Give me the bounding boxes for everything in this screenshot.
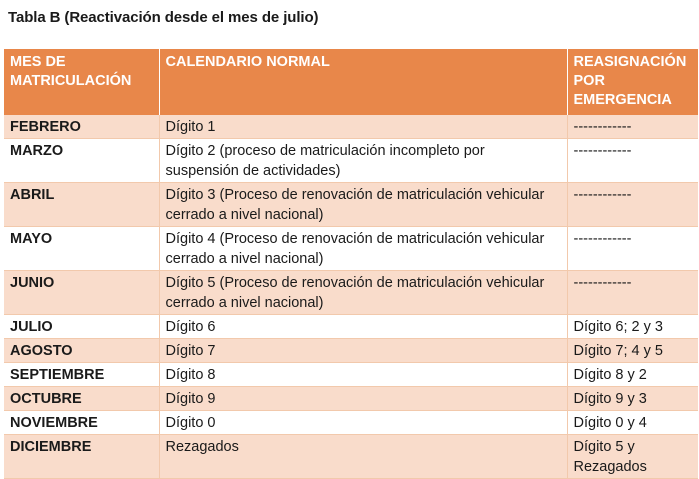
normal-calendar-cell: Dígito 2 (proceso de matriculación incompleto por suspensión de actividades) xyxy=(159,139,567,183)
normal-calendar-cell: Dígito 5 (Proceso de renovación de matriculación vehicular cerrado a nivel nacional) xyxy=(159,271,567,315)
month-cell: NOVIEMBRE xyxy=(4,411,159,435)
table-row xyxy=(4,363,698,387)
emergency-cell: ------------ xyxy=(567,115,698,139)
month-cell: JUNIO xyxy=(4,271,159,315)
normal-calendar-cell: Dígito 1 xyxy=(159,115,567,139)
emergency-cell: Dígito 5 y Rezagados xyxy=(567,435,698,479)
header-row xyxy=(4,49,698,115)
emergency-cell: Dígito 7; 4 y 5 xyxy=(567,339,698,363)
normal-calendar-cell: Rezagados xyxy=(159,435,567,479)
emergency-cell: Dígito 6; 2 y 3 xyxy=(567,315,698,339)
normal-calendar-cell: Dígito 6 xyxy=(159,315,567,339)
normal-calendar-cell: Dígito 4 (Proceso de renovación de matriculación vehicular cerrado a nivel nacional) xyxy=(159,227,567,271)
normal-calendar-cell: Dígito 7 xyxy=(159,339,567,363)
month-cell: OCTUBRE xyxy=(4,387,159,411)
emergency-cell: Dígito 8 y 2 xyxy=(567,363,698,387)
month-cell: JULIO xyxy=(4,315,159,339)
normal-calendar-cell: Dígito 8 xyxy=(159,363,567,387)
table-row xyxy=(4,139,698,183)
table-body xyxy=(4,115,698,479)
month-cell: MARZO xyxy=(4,139,159,183)
month-cell: DICIEMBRE xyxy=(4,435,159,479)
emergency-cell: Dígito 9 y 3 xyxy=(567,387,698,411)
month-cell: FEBRERO xyxy=(4,115,159,139)
table-row xyxy=(4,271,698,315)
table-row xyxy=(4,339,698,363)
schedule-table xyxy=(4,49,698,479)
emergency-cell: ------------ xyxy=(567,227,698,271)
table-title: Tabla B (Reactivación desde el mes de julio) xyxy=(8,9,319,26)
table-header xyxy=(4,49,698,115)
emergency-cell: ------------ xyxy=(567,183,698,227)
table-row xyxy=(4,387,698,411)
table-row xyxy=(4,183,698,227)
month-cell: ABRIL xyxy=(4,183,159,227)
header-normal-calendar: CALENDARIO NORMAL xyxy=(159,49,567,115)
normal-calendar-cell: Dígito 0 xyxy=(159,411,567,435)
header-month: MES DE MATRICULACIÓN xyxy=(4,49,159,115)
month-cell: SEPTIEMBRE xyxy=(4,363,159,387)
table-row xyxy=(4,411,698,435)
table-row xyxy=(4,435,698,479)
table-row xyxy=(4,115,698,139)
header-emergency-reassignment: REASIGNACIÓN POR EMERGENCIA xyxy=(567,49,698,115)
month-cell: MAYO xyxy=(4,227,159,271)
month-cell: AGOSTO xyxy=(4,339,159,363)
normal-calendar-cell: Dígito 3 (Proceso de renovación de matriculación vehicular cerrado a nivel nacional) xyxy=(159,183,567,227)
table-row xyxy=(4,315,698,339)
emergency-cell: Dígito 0 y 4 xyxy=(567,411,698,435)
emergency-cell: ------------ xyxy=(567,139,698,183)
normal-calendar-cell: Dígito 9 xyxy=(159,387,567,411)
table-row xyxy=(4,227,698,271)
emergency-cell: ------------ xyxy=(567,271,698,315)
